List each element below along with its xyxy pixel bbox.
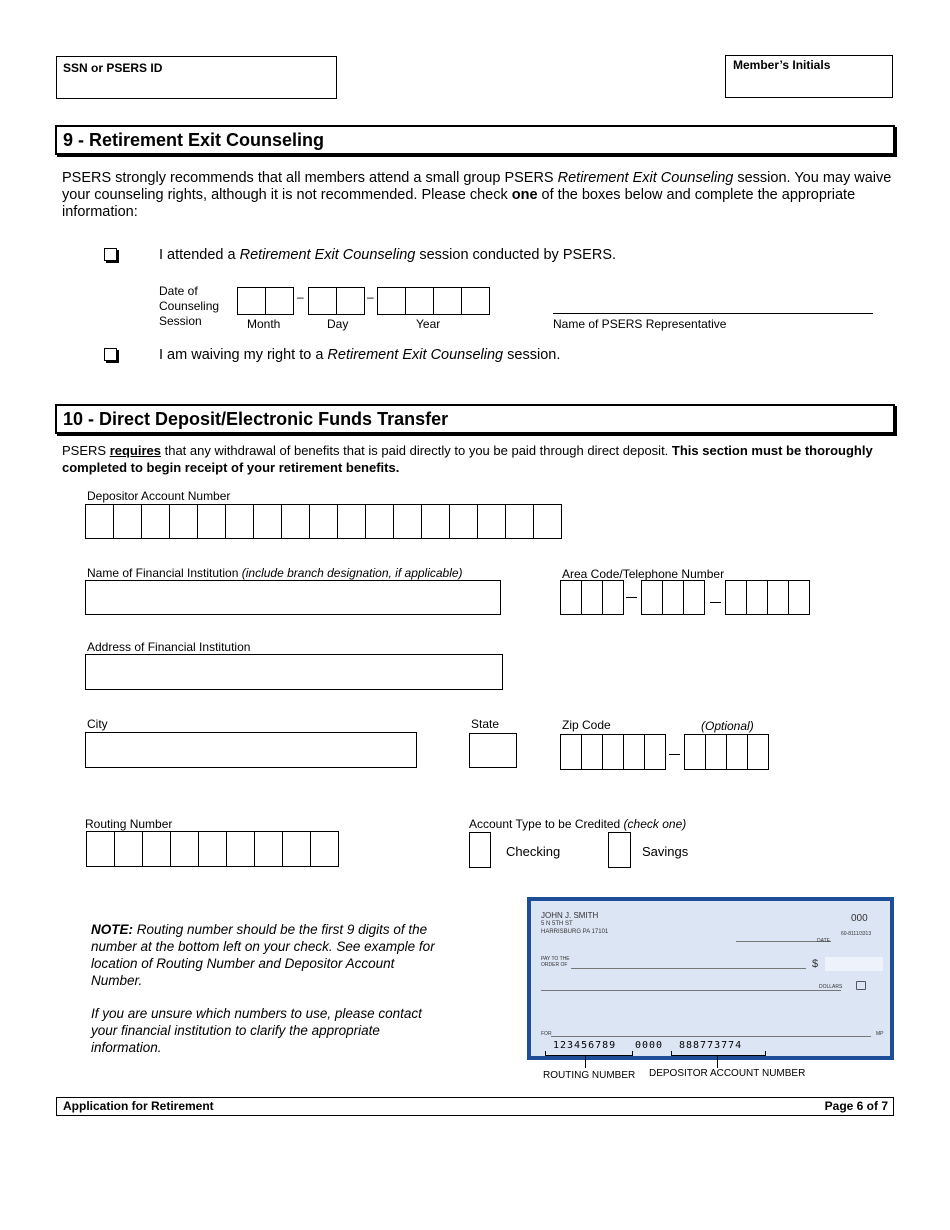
check-date-label: DATE xyxy=(817,938,830,944)
intro-text: of the boxes below and complete the appropriate information: xyxy=(62,187,856,220)
savings-checkbox[interactable] xyxy=(608,832,631,868)
option-text: I am waiving my right to a xyxy=(159,347,328,363)
check-dollar-sign: $ xyxy=(812,958,819,970)
check-mp-label: MP xyxy=(876,1031,884,1037)
intro-text: PSERS xyxy=(62,443,110,458)
optional-label xyxy=(701,719,754,733)
attended-session-checkbox[interactable] xyxy=(104,248,117,261)
option-attended-label xyxy=(159,247,616,264)
date-label-line3: Session xyxy=(159,314,202,328)
phone-line-input[interactable] xyxy=(725,580,810,615)
date-label-line2: Counseling xyxy=(159,299,220,313)
note-bold: NOTE: xyxy=(91,922,133,937)
ssn-field[interactable] xyxy=(56,56,337,99)
account-pointer xyxy=(717,1056,718,1068)
intro-italic: Retirement Exit Counseling xyxy=(557,170,734,186)
option-text: session conducted by PSERS. xyxy=(415,247,617,263)
year-input[interactable] xyxy=(377,287,490,315)
date-label-line1: Date of xyxy=(159,284,198,298)
zip-label: Zip Code xyxy=(562,718,611,732)
check-name: JOHN J. SMITH xyxy=(541,911,599,920)
check-amount-line xyxy=(541,990,841,991)
zip-separator xyxy=(669,754,680,755)
institution-hint: (include branch designation, if applicable) xyxy=(241,566,463,580)
routing-note-contact: If you are unsure which numbers to use, please contact your financial institution to clarify the appropriate information. xyxy=(91,1006,422,1055)
institution-address-input[interactable] xyxy=(85,654,503,690)
intro-text: that any withdrawal of benefits that is paid directly to you be paid through direct deposit. xyxy=(161,443,672,458)
year-label: Year xyxy=(416,317,441,331)
check-street: 5 N 5TH ST xyxy=(541,921,573,927)
institution-name-input[interactable] xyxy=(85,580,501,615)
account-type-label xyxy=(469,817,686,831)
intro-text: session. You may waive your counseling rights, although it is not recommended. Please check xyxy=(62,170,892,203)
zip-plus4-input[interactable] xyxy=(684,734,769,770)
checking-checkbox[interactable] xyxy=(469,832,491,868)
state-label: State xyxy=(471,717,500,731)
account-number-label: Depositor Account Number xyxy=(87,489,231,503)
section-10-heading: 10 - Direct Deposit/Electronic Funds Transfer xyxy=(55,404,895,434)
check-payee-line xyxy=(571,968,806,969)
account-type-hint: (check one) xyxy=(623,817,687,831)
routing-note xyxy=(91,921,441,989)
intro-text: PSERS strongly recommends that all members attend a small group PSERS xyxy=(62,170,558,186)
checking-label: Checking xyxy=(506,844,561,859)
lock-icon xyxy=(856,981,866,990)
routing-bracket xyxy=(545,1051,633,1056)
address-label: Address of Financial Institution xyxy=(87,640,251,654)
account-number-input[interactable] xyxy=(85,504,562,539)
section-9-intro xyxy=(62,170,892,221)
option-text: I attended a xyxy=(159,247,240,263)
zip-input[interactable] xyxy=(560,734,666,770)
phone-label: Area Code/Telephone Number xyxy=(562,567,725,581)
account-number-caption: DEPOSITOR ACCOUNT NUMBER xyxy=(649,1068,806,1079)
note-text: Routing number should be the first 9 digits of the number at the bottom left on your check. See example for location of Routing Number and Depositor Account Number. xyxy=(91,922,435,988)
institution-label-text: Name of Financial Institution xyxy=(87,566,242,580)
check-amount-box xyxy=(825,957,883,971)
account-bracket xyxy=(671,1051,766,1056)
savings-label: Savings xyxy=(642,844,689,859)
date-separator: – xyxy=(367,290,374,304)
footer-page-number: Page 6 of 7 xyxy=(824,1099,888,1113)
psers-representative-input[interactable] xyxy=(553,313,873,314)
routing-pointer xyxy=(585,1056,586,1068)
institution-label xyxy=(87,566,463,580)
check-memo-line xyxy=(551,1036,871,1037)
month-label: Month xyxy=(247,317,281,331)
footer-form-title: Application for Retirement xyxy=(63,1099,214,1113)
members-initials-label: Member’s Initials xyxy=(733,58,831,72)
sample-check-image xyxy=(527,897,894,1060)
option-text: session. xyxy=(503,347,561,363)
check-for-label: FOR xyxy=(541,1031,552,1037)
psers-representative-label: Name of PSERS Representative xyxy=(553,317,727,331)
optional-text: (Optional) xyxy=(701,719,754,733)
account-type-text: Account Type to be Credited xyxy=(469,817,624,831)
check-fraction: 60-8111/3313 xyxy=(841,931,872,937)
check-number: 000 xyxy=(851,913,868,924)
area-code-input[interactable] xyxy=(560,580,624,615)
check-micr-checknum: 0000 xyxy=(635,1040,664,1051)
phone-separator xyxy=(710,602,721,603)
section-9-heading: 9 - Retirement Exit Counseling xyxy=(55,125,895,155)
intro-bold: This section must be thoroughly completed to begin receipt of your retirement benefits. xyxy=(62,443,873,475)
check-order-of: ORDER OF xyxy=(541,962,568,968)
members-initials-field[interactable] xyxy=(725,55,893,98)
check-micr-routing: 123456789 xyxy=(553,1040,617,1051)
city-label: City xyxy=(87,717,108,731)
section-10-intro xyxy=(62,442,892,476)
routing-number-input[interactable] xyxy=(86,831,339,867)
phone-separator xyxy=(626,597,637,598)
option-waive-label xyxy=(159,347,560,364)
intro-bold: one xyxy=(511,187,538,203)
routing-label: Routing Number xyxy=(85,817,173,831)
check-pay-to: PAY TO THE xyxy=(541,956,570,962)
check-micr-account: 888773774 xyxy=(679,1040,743,1051)
ssn-label: SSN or PSERS ID xyxy=(63,61,163,75)
day-label: Day xyxy=(327,317,349,331)
month-input[interactable] xyxy=(237,287,294,315)
check-city: HARRISBURG PA 17101 xyxy=(541,929,609,935)
intro-requires: requires xyxy=(109,443,161,458)
phone-prefix-input[interactable] xyxy=(641,580,705,615)
day-input[interactable] xyxy=(308,287,365,315)
date-separator: – xyxy=(297,290,304,304)
page-footer xyxy=(56,1097,894,1116)
check-dollars-label: DOLLARS xyxy=(819,984,843,990)
city-input[interactable] xyxy=(85,732,417,768)
option-italic: Retirement Exit Counseling xyxy=(327,347,504,363)
state-input[interactable] xyxy=(469,733,517,768)
routing-number-caption: ROUTING NUMBER xyxy=(543,1070,636,1081)
option-italic: Retirement Exit Counseling xyxy=(239,247,416,263)
waive-session-checkbox[interactable] xyxy=(104,348,117,361)
